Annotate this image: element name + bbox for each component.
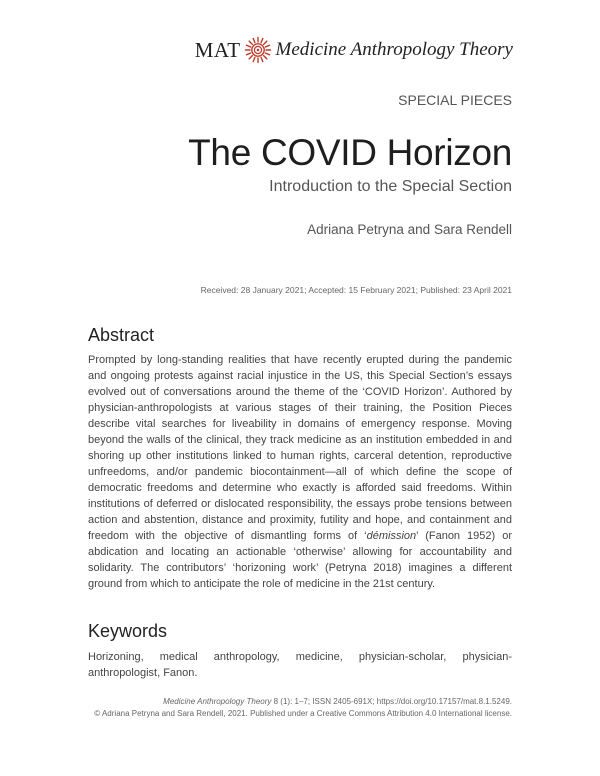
abstract-text [88, 352, 512, 592]
logo-ray [253, 57, 255, 61]
logo-ray [261, 57, 263, 61]
keywords-text: Horizoning, medical anthropology, medicine, physician-scholar, physician-anthropologist, Fanon. [88, 651, 512, 679]
keywords-heading: Keywords [88, 621, 168, 641]
logo-ray [246, 53, 250, 55]
citation-footer [92, 696, 512, 720]
abstract-heading: Abstract [88, 325, 155, 345]
citation-line [92, 696, 512, 708]
article-title: The COVID Horizon [188, 132, 512, 173]
logo-ray [265, 45, 269, 47]
publication-dates: Received: 28 January 2021; Accepted: 15 February 2021; Published: 23 April 2021 [200, 285, 512, 295]
journal-logo [0, 36, 513, 64]
footer-journal-name: Medicine Anthropology Theory [163, 697, 272, 706]
logo-journal-name: Medicine Anthropology Theory [275, 39, 513, 60]
license-line: © Adriana Petryna and Sara Rendell, 2021. Published under a Creative Commons Attribution 4.0 International license. [94, 709, 512, 718]
footer-citation: 8 (1): 1–7; ISSN 2405-691X; https://doi.org/10.17157/mat.8.1.5249. [271, 697, 512, 706]
logo-ray [253, 38, 255, 42]
sunburst-logo-icon [244, 36, 272, 64]
abstract-text-part2: ’ (Fanon 1952) or abdication and locating an actionable ‘otherwise’ allowing for accountability and solidarity. The contributors’ ‘horizoning work’ (Petryna 2018) imagines a different ground from which to anticipate the role of medicine in the 21st century. [88, 530, 512, 590]
logo-ray [249, 41, 252, 44]
abstract-text-part1: Prompted by long-standing realities that have recently erupted during the pandemic and ongoing protests against racial injustice in the US, this Special Section’s essays evolved out of conversations around the theme of the ‘COVID Horizon’. Authored by physician-anthropologists at various stages of their training, the Position Pieces describe vital searches for liveability in domains of emergency response. Moving beyond the walls of the clinical, they track medicine as an institution embedded in and shoring up other institutions linked to human rights, carceral detention, reproductive unfreedoms, and/or pandemic biocontainment—all of which define the scope of democratic freedoms and determine who exactly is afforded said freedoms. Within institutions of deferred or dislocated responsibility, the essays probe tensions between action and abstention, distance and proximity, futility and hope, and containment and freedom with the objective of dismantling forms of ‘ [88, 354, 512, 542]
section-label: SPECIAL PIECES [398, 92, 512, 108]
article-authors: Adriana Petryna and Sara Rendell [307, 222, 512, 237]
logo-ray [246, 45, 250, 47]
logo-ray [263, 56, 266, 59]
logo-abbrev: MAT [194, 37, 241, 62]
logo-ray [263, 41, 266, 44]
logo-ray [249, 56, 252, 59]
logo-ray [261, 38, 263, 42]
abstract-italic-term: démission [366, 530, 417, 542]
logo-ray [265, 53, 269, 55]
article-subtitle: Introduction to the Special Section [269, 178, 512, 195]
